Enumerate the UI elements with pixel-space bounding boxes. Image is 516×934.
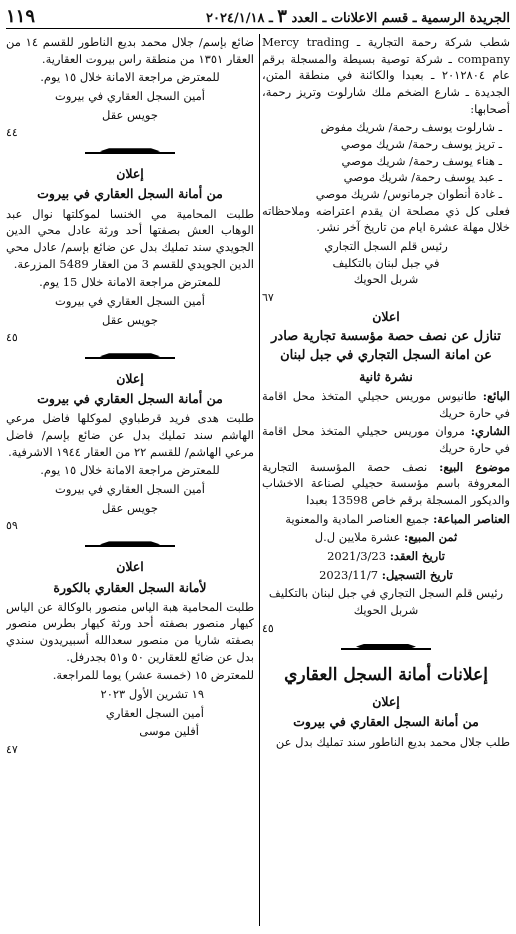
partner-item: ـ تريز يوسف رحمة/ شريك موصي: [340, 137, 502, 152]
signature-title: أمين السجل العقاري في بيروت: [55, 482, 205, 497]
objection-text: للمعترض مراجعة الامانة خلال ١٥ يوم.: [40, 463, 220, 478]
seller-field: البائع: طانيوس موريس حجيلي المتخذ محل اقامة في حارة حريك: [262, 388, 510, 420]
objection-text: للمعترض ١٥ (خمسة عشر) يوما للمراجعة.: [52, 668, 254, 683]
signature-title: رئيس قلم السجل التجاري في جبل لبنان بالتكليف: [268, 586, 504, 601]
notice-text: طلبت المحامية مي الخنسا لموكلتها نوال عبد الوهاب العش بصفتها أحد ورثة عادل محي الدين الجويدي سند تمليك بدل عن ضائع بإسم/ عادل محي الدين الجويدي للقسم 3 من العقار 5489 المزرعة.: [6, 206, 254, 271]
signature-title: أمين السجل العقاري في بيروت: [55, 89, 205, 104]
ornament-divider: [6, 542, 254, 550]
partner-item: ـ هناء يوسف رحمة/ شريك موصي: [341, 153, 502, 168]
issue-number: ٣: [277, 5, 287, 27]
notice-label: إعلان: [372, 694, 400, 710]
notice-title: من أمانة السجل العقاري في بيروت: [37, 186, 223, 202]
notice-number: ٤٤: [6, 126, 18, 140]
page-header: [6, 6, 510, 29]
ornament-divider: [262, 645, 510, 653]
registration-date-field: تاريخ التسجيل: 2023/11/7: [319, 567, 453, 582]
notice-text: طلبت المحامية هبة الياس منصور بالوكالة عن الياس كيهار منصور بصفته أحد ورثة كيهار بطرس منصور بصفته شاريا من منصور سعدالله أسبيريدون سندي بدل عن ضائع للعقارين ٥٠ و٥١ بجدرفل.: [6, 599, 254, 664]
notice-label: إعلان: [116, 371, 144, 387]
signature-title: رئيس قلم السجل التجاري: [324, 239, 448, 254]
notice-text: طلبت هدى فريد قرطباوي لموكلها فاضل مرعي الهاشم سند تمليك بدل عن ضائع بإسم/ فاضل مرعي الهاشم/ للقسم ٢٢ من العقار ١٩٤٤ الاشرفية.: [6, 411, 254, 459]
notice-subtitle: نشرة ثانية: [359, 368, 413, 384]
page-number: ١١٩: [6, 5, 36, 27]
objection-text: للمعترض مراجعة الامانة خلال 15 يوم.: [39, 275, 221, 290]
partner-item: ـ عبد يوسف رحمة/ شريك موصي: [343, 170, 502, 185]
signature-name: جويس عقل: [102, 500, 158, 515]
ornament-divider: [6, 149, 254, 157]
notice-label: اعلان: [372, 309, 400, 325]
signature-title: أمين السجل العقاري: [105, 705, 204, 720]
notice-number: ٥٩: [6, 519, 18, 533]
signature-name: أفلين موسى: [139, 724, 199, 739]
signature-title: في جبل لبنان بالتكليف: [332, 255, 440, 270]
elements-field: العناصر المباعة: جميع العناصر المادية والمعنوية: [285, 511, 510, 526]
column-divider: [259, 34, 260, 926]
objection-text: للمعترض مراجعة الامانة خلال ١٥ يوم.: [40, 70, 220, 85]
signature-name: شربل الحويك: [353, 603, 419, 618]
notice-title: لأمانة السجل العقاري بالكورة: [53, 579, 207, 595]
dissolution-text: شطب شركة رحمة التجارية ـ Mercy trading company ـ شركة توصية بسيطة والمسجلة برقم عام ٢٠١٢٨٠٤ ـ بعبدا والكائنة في منطقة المتن، الجديدة ـ شارع الضخم ملك شارلوت وتريز رحمة، أصحابها:: [262, 35, 510, 116]
notice-title: تنازل عن نصف حصة مؤسسة تجارية صادر عن امانة السجل التجاري في جبل لبنان: [271, 329, 501, 363]
contract-date-field: تاريخ العقد: 2021/3/23: [327, 549, 445, 563]
left-column: [6, 34, 254, 928]
notice-title: من أمانة السجل العقاري في بيروت: [293, 714, 479, 730]
signature-name: جويس عقل: [102, 107, 158, 122]
notice-text: ضائع بإسم/ جلال محمد بديع الناطور للقسم ١٤ من العقار ١٣٥١ من منطقة راس بيروت العقارية.: [6, 35, 254, 66]
notice-label: اعلان: [116, 559, 144, 575]
notice-text: طلب جلال محمد بديع الناطور سند تمليك بدل عن: [275, 734, 510, 749]
notice-number: ٦٧: [262, 291, 274, 305]
right-column: [262, 34, 510, 928]
notice-number: ٤٧: [6, 743, 18, 757]
partner-item: ـ غادة أنطوان جرمانوس/ شريك موصي: [315, 187, 502, 202]
issue-date: ـ ٢٠٢٤/١/١٨: [206, 10, 273, 26]
ornament-divider: [6, 354, 254, 362]
signature-name: شربل الحويك: [353, 272, 419, 287]
notice-title: من أمانة السجل العقاري في بيروت: [37, 391, 223, 407]
journal-name: الجريدة الرسمية ـ قسم الاعلانات ـ العدد: [291, 10, 510, 26]
partner-item: ـ شارلوت يوسف رحمة/ شريك مفوض: [320, 120, 502, 135]
notice-number: ٤٥: [262, 621, 274, 635]
subject-field: موضوع البيع: نصف حصة المؤسسة التجارية المعروفة باسم مؤسسة حجيلي لصناعة الاخشاب والديكور المسجلة برقم خاص 13598 بعبدا: [262, 459, 510, 507]
buyer-field: الشاري: مروان موريس حجيلي المتخذ محل اقامة في حارة حريك: [262, 424, 510, 455]
signature-name: جويس عقل: [102, 312, 158, 327]
price-field: ثمن المبيع: عشرة ملايين ل.ل: [314, 530, 458, 545]
journal-title: [206, 4, 510, 30]
signature-title: أمين السجل العقاري في بيروت: [55, 293, 205, 308]
section-heading: إعلانات أمانة السجل العقاري: [284, 664, 488, 685]
objection-text: فعلى كل ذي مصلحة ان يقدم اعتراضه وملاحظاته خلال مهلة عشرة ايام من تاريخ آخر نشر.: [262, 203, 510, 235]
notice-number: ٤٥: [6, 331, 18, 345]
notice-label: إعلان: [116, 166, 144, 182]
notice-date: ١٩ تشرين الأول ٢٠٢٣: [100, 687, 204, 702]
